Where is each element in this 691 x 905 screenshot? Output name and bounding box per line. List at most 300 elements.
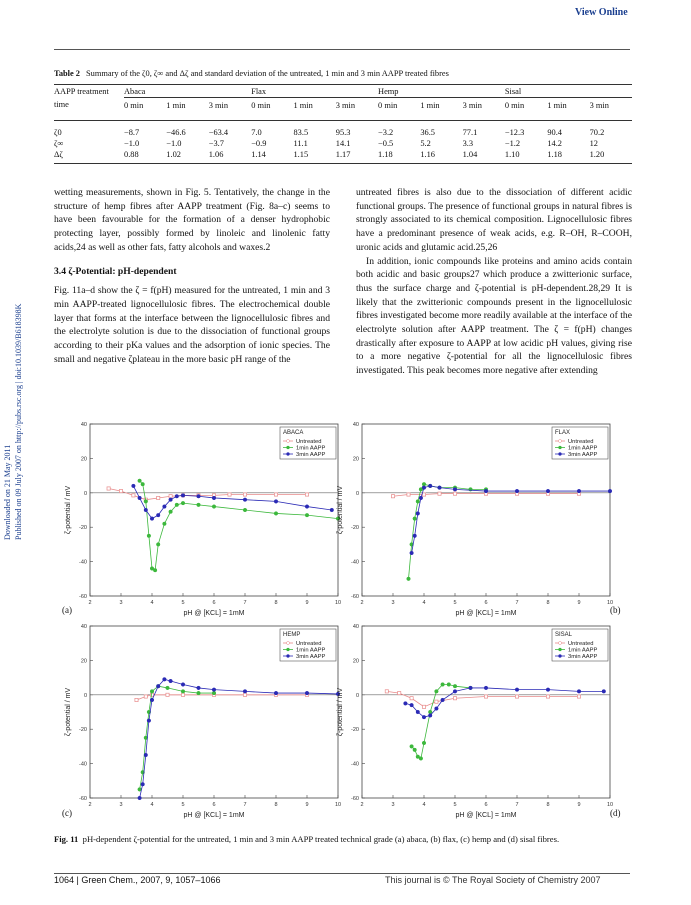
table-cell: 11.1 [293,139,308,148]
legend-marker [559,655,562,658]
table-rule-bottom [54,163,632,164]
data-point [413,748,417,752]
table-cell: 1.06 [208,150,224,159]
data-point [156,684,160,688]
table-cell: 7.0 [251,128,262,137]
y-tick-label: 0 [83,692,87,699]
group-header: Flax [251,86,378,98]
row-header-label: AAPP treatment [54,87,109,97]
table-cell: 1.04 [462,150,478,159]
right-paragraph-1: untreated fibres is also due to the dissociation of different acidic functional groups. The presence of functional groups in natural fibres is strongly associated to its chemical composition. Lignocellulosic fibres have a predominant presence of weak acids, e.g. R–OH, R–COOH, uronic acids and glutamic acid.25,26 [356,187,632,253]
data-point [422,715,426,719]
legend-marker [287,453,290,456]
x-tick-label: 9 [305,600,309,606]
data-point [435,707,439,711]
data-point [422,493,425,496]
y-tick-label: -40 [79,761,87,768]
table-cell: −0.5 [378,139,394,148]
table-cell: 1.17 [335,150,351,159]
x-tick-label: 10 [334,802,342,808]
legend-entry: 1min AAPP [296,445,326,452]
left-paragraph-2: Fig. 11a–d show the ζ = f(pH) measured for the untreated, 1 min and 3 min AAPP-treated lignocellulosic fibres. The electrochemical double layer that forms at the interface between the lignocellulosic fibres and the electrolyte solution is due to the dissociation of functional groups according to their pKa values and the adsorption of ionic species. The small and negative ζplateau in the more basic pH range of the [54,285,330,365]
series-line-0 [137,695,308,700]
legend-marker [559,648,562,651]
data-point [416,512,420,516]
data-point [243,498,247,502]
data-point [422,482,426,486]
data-point [546,688,550,692]
data-point [243,493,246,496]
y-axis-label: ζ-potential / mV [65,687,72,737]
x-axis-label: pH @ [KCL] = 1mM [183,610,245,617]
data-point [413,534,417,538]
series-line-1 [140,686,214,789]
data-point [274,691,278,695]
data-point [150,517,154,521]
data-point [413,517,417,521]
table-rule-top [54,84,632,85]
table-cell: −0.9 [251,139,267,148]
table-caption-text: Summary of the ζ0, ζ∞ and Δζ and standard deviation of the untreated, 1 min and 3 min AAPP treated fibres [86,69,449,78]
y-tick-label: 20 [80,456,87,463]
data-point [515,489,519,493]
data-point [181,501,185,505]
chart-d-svg [330,620,618,820]
data-point [435,690,439,694]
x-tick-label: 10 [606,600,614,606]
data-point [515,688,519,692]
table-cell: 77.1 [462,128,478,137]
y-tick-label: -60 [351,796,359,802]
legend-entry: 3min AAPP [568,452,598,458]
data-point [147,534,151,538]
data-point [484,695,487,698]
subcolumn-header: 0 min [124,101,144,110]
right-paragraph-2: In addition, ionic compounds like proteins and amino acids contain both acidic and basic groups27 which produce a zwitterionic surface, thus the surface charge and ζ-potential is pH-dependent.28,29 It is likely that the zwitterionic compounds present in the lignocellulosic fibres investigated become more readily available at the interface of the electrolyte solution after AAPP treatment. The ζ = f(pH) changes drastically after exposure to AAPP at low acidic pH values, giving rise to a more negative ζ-potential for all the lignocellulosic fibres investigated. This peak becomes more negative after extending [356,255,632,377]
data-point [181,683,185,687]
x-tick-label: 7 [515,600,519,606]
table-label: Table 2 [54,69,80,78]
data-point [169,510,173,514]
data-point [150,698,154,702]
data-point [305,513,309,517]
table-cell: 95.3 [335,128,351,137]
x-axis-label: pH @ [KCL] = 1mM [455,812,517,819]
x-tick-label: 8 [546,600,550,606]
y-axis-label: ζ-potential / mV [337,687,344,737]
data-point [197,503,201,507]
table-subheader-row [54,98,632,112]
data-point [212,505,216,509]
subcolumn-header: 3 min [462,101,482,110]
x-tick-label: 3 [119,802,123,808]
panel-label-d: (d) [610,808,621,818]
data-point [577,690,581,694]
x-tick-label: 8 [274,802,278,808]
data-point [385,690,388,693]
table-row [54,138,632,149]
chart-c [58,620,346,825]
data-point [422,705,425,708]
y-axis-label: ζ-potential / mV [65,485,72,535]
x-tick-label: 7 [243,600,247,606]
body-left-column [54,186,330,366]
x-tick-label: 6 [484,600,488,606]
chart-a [58,418,346,623]
data-point [305,505,309,509]
data-point [166,686,170,690]
data-point [181,690,185,694]
data-point [197,691,201,695]
x-tick-label: 4 [150,600,154,606]
footer-rule [54,873,630,874]
y-tick-label: -60 [351,594,359,600]
table-cell: −63.4 [208,128,229,137]
data-point [147,719,151,723]
y-tick-label: -60 [79,594,87,600]
subcolumn-header: 0 min [251,101,271,110]
data-point [416,500,420,504]
subcolumn-header: 1 min [293,101,313,110]
table-cell: 14.2 [547,139,562,148]
data-point [453,690,457,694]
data-point [438,492,441,495]
legend-marker [287,648,290,651]
data-point [166,693,169,696]
table-cell: 1.18 [378,150,393,159]
data-point [138,496,142,500]
y-tick-label: -40 [351,559,359,566]
data-point [144,500,148,504]
data-point [156,543,160,547]
data-point [453,492,456,495]
y-tick-label: 20 [352,456,359,463]
data-point [305,493,308,496]
table-cell: 36.5 [420,128,435,137]
subcolumn-header: 3 min [335,101,356,110]
data-point [608,489,612,493]
data-point [546,695,549,698]
data-point [157,496,160,499]
data-point [453,684,457,688]
table-cell: 3.3 [462,139,474,148]
y-tick-label: -20 [79,525,87,532]
data-point [175,503,179,507]
table-cell: 83.5 [293,128,309,137]
data-point [410,745,414,749]
data-point [453,697,456,700]
x-tick-label: 10 [334,600,342,606]
data-point [416,710,420,714]
panel-label-c: (c) [62,808,72,818]
x-tick-label: 3 [391,600,395,606]
data-point [305,691,309,695]
side-margin-notes [3,240,23,540]
chart-a-svg [58,418,346,618]
data-point [175,494,179,498]
y-tick-label: -40 [79,559,87,566]
table-row [54,149,632,160]
y-tick-label: 20 [352,658,359,665]
x-tick-label: 4 [422,600,426,606]
data-point [546,489,550,493]
chart-b-svg [330,418,618,618]
y-tick-label: -20 [351,525,359,532]
x-tick-label: 10 [606,802,614,808]
data-point [515,695,518,698]
data-point [407,493,410,496]
data-point [447,683,451,687]
data-point [163,522,167,526]
body-right-column [356,186,632,378]
x-tick-label: 9 [305,802,309,808]
data-point [138,796,142,800]
x-tick-label: 2 [360,802,364,808]
data-point [243,693,246,696]
table-cell: −12.3 [504,128,525,137]
table-cell: 1.02 [166,150,181,159]
table-cell: 5.2 [420,139,431,148]
chart-c-svg [58,620,346,820]
table-cell: 1.10 [504,150,520,159]
subcolumn-header: 0 min [378,101,398,110]
data-point [243,690,247,694]
subcolumn-header: 3 min [208,101,229,110]
data-point [138,479,142,483]
view-online-link[interactable]: View Online [575,7,628,18]
data-point [274,500,278,504]
data-point [243,508,247,512]
data-point [577,695,580,698]
x-tick-label: 4 [150,802,154,808]
data-point [441,683,445,687]
figure-caption [54,833,632,845]
legend-marker [287,440,290,443]
y-tick-label: 40 [80,422,87,428]
legend-entry: 1min AAPP [568,647,598,654]
series-line-2 [412,486,610,553]
y-tick-label: 40 [352,624,359,630]
data-point [141,482,145,486]
downloaded-note: Downloaded on 21 May 2011 [3,444,12,540]
row-label: Δζ [54,150,63,159]
data-point [135,698,138,701]
data-point [410,697,413,700]
x-tick-label: 9 [577,802,581,808]
data-point [391,495,394,498]
table-header-row [54,86,632,98]
figure-caption-text: pH-dependent ζ-potential for the untreated, 1 min and 3 min AAPP treated technical grade (a) abaca, (b) flax, (c) hemp and (d) sisal fibres. [82,834,560,844]
legend-marker [287,655,290,658]
data-point [419,496,423,500]
data-point [419,757,423,761]
data-point [404,702,408,706]
y-tick-label: 40 [80,624,87,630]
section-heading: 3.4 ζ-Potential: pH-dependent [54,265,177,277]
data-point [212,688,216,692]
x-tick-label: 3 [119,600,123,606]
data-point [212,496,216,500]
table-cell: 14.1 [335,139,351,148]
x-tick-label: 2 [88,600,92,606]
x-tick-label: 2 [88,802,92,808]
figure-label: Fig. 11 [54,834,79,844]
x-tick-label: 8 [546,802,550,808]
legend-title: SISAL [555,632,573,638]
legend-marker [559,440,562,443]
data-point [398,691,401,694]
legend-marker [559,453,562,456]
data-point [169,495,172,498]
data-point [107,487,110,490]
data-point [144,753,148,757]
table-spacer-cell [54,111,632,121]
x-tick-label: 5 [453,802,457,808]
table-cell: −46.6 [166,128,186,137]
table-cell: 1.14 [251,150,266,159]
data-point [428,714,432,718]
series-line-2 [133,486,331,519]
top-rule [54,49,630,50]
y-tick-label: -20 [351,727,359,734]
row-label: ζ0 [54,128,62,137]
legend-entry: Untreated [296,439,322,445]
data-point [132,494,135,497]
footer-copyright: This journal is © The Royal Society of Chemistry 2007 [385,875,601,885]
x-axis-label: pH @ [KCL] = 1mM [455,610,517,617]
data-point [119,489,122,492]
table-cell: −3.7 [208,139,224,148]
data-point [197,494,201,498]
data-point [150,690,154,694]
x-tick-label: 6 [212,802,216,808]
data-point [438,486,442,490]
x-tick-label: 6 [484,802,488,808]
legend-entry: Untreated [568,641,594,647]
data-point [181,494,185,498]
legend-title: HEMP [283,632,301,638]
y-tick-label: -60 [79,796,87,802]
y-tick-label: 20 [80,658,87,665]
legend-marker [287,446,290,449]
legend-entry: 1min AAPP [568,445,598,452]
data-point [484,686,488,690]
left-paragraph-1: wetting measurements, shown in Fig. 5. Tentatively, the change in the structure of hemp fibres after AAPP treatment (Fig. 8a–c) seems to have been favourable for the formation of a denser hydrophobic protecting layer, possibly formed by linoleic and linolenic fatty acids,24 as well as other fats, fatty alcohols and waxes.2 [54,187,330,253]
series-line-1 [412,684,471,758]
footer-citation: 1064 | Green Chem., 2007, 9, 1057–1066 [54,875,221,885]
data-point [144,508,148,512]
x-tick-label: 7 [515,802,519,808]
data-point [153,568,157,572]
data-point [197,686,201,690]
data-point [169,679,173,683]
x-tick-label: 5 [181,802,185,808]
panel-label-a: (a) [62,605,72,615]
subcolumn-header: 1 min [166,101,186,110]
table-caption [54,69,634,78]
table-cell: 1.15 [293,150,309,159]
y-tick-label: -40 [351,761,359,768]
x-axis-label: pH @ [KCL] = 1mM [183,812,245,819]
subcolumn-header: 3 min [589,101,609,110]
series-line-0 [387,691,579,706]
table-cell: −3.2 [378,128,394,137]
y-tick-label: 0 [355,692,359,699]
y-tick-label: 0 [355,490,359,497]
data-point [441,698,445,702]
legend-entry: 3min AAPP [296,654,326,660]
table-cell: 70.2 [589,128,605,137]
x-tick-label: 3 [391,802,395,808]
group-header: Hemp [378,86,505,98]
legend-entry: 3min AAPP [568,654,598,660]
y-tick-label: -20 [79,727,87,734]
legend-entry: Untreated [568,439,594,445]
legend-entry: 3min AAPP [296,452,326,458]
data-point [422,486,426,490]
x-tick-label: 5 [453,600,457,606]
data-point [469,686,473,690]
data-point [141,782,145,786]
data-point [435,700,438,703]
data-point [422,741,426,745]
data-point [410,703,414,707]
data-point [453,488,457,492]
x-tick-label: 2 [360,600,364,606]
table-cell: −8.7 [124,128,140,137]
group-header: Abaca [124,86,251,98]
data-point [407,577,411,581]
row-header-label-2: time [54,99,69,109]
data-point [181,693,184,696]
data-point [274,512,278,516]
y-tick-label: 40 [352,422,359,428]
x-tick-label: 6 [212,600,216,606]
table-cell: 1.18 [547,150,562,159]
x-tick-label: 8 [274,600,278,606]
legend-entry: 1min AAPP [296,647,326,654]
row-label: ζ∞ [54,139,64,148]
panel-label-b: (b) [610,605,621,615]
x-tick-label: 7 [243,802,247,808]
subcolumn-header: 1 min [420,101,440,110]
published-note: Published on 09 July 2007 on http://pubs.rsc.org | doi:10.1039/B618398K [14,303,23,540]
legend-title: ABACA [283,430,304,436]
data-point [602,690,606,694]
data-point [132,484,136,488]
chart-d [330,620,618,825]
y-axis-label: ζ-potential / mV [337,485,344,535]
data-point [169,498,173,502]
data-point [156,513,160,517]
group-header: Sisal [505,86,632,98]
legend-marker [559,642,562,645]
legend-marker [287,642,290,645]
data-point [163,678,167,682]
data-point [144,695,147,698]
data-point [274,493,277,496]
table-cell: −1.0 [166,139,182,148]
table-cell: 90.4 [547,128,562,137]
x-tick-label: 9 [577,600,581,606]
x-tick-label: 5 [181,600,185,606]
data-point [428,484,432,488]
series-line-2 [140,679,338,798]
x-tick-label: 4 [422,802,426,808]
data-point [577,489,581,493]
legend-title: FLAX [555,430,571,436]
chart-b [330,418,618,623]
